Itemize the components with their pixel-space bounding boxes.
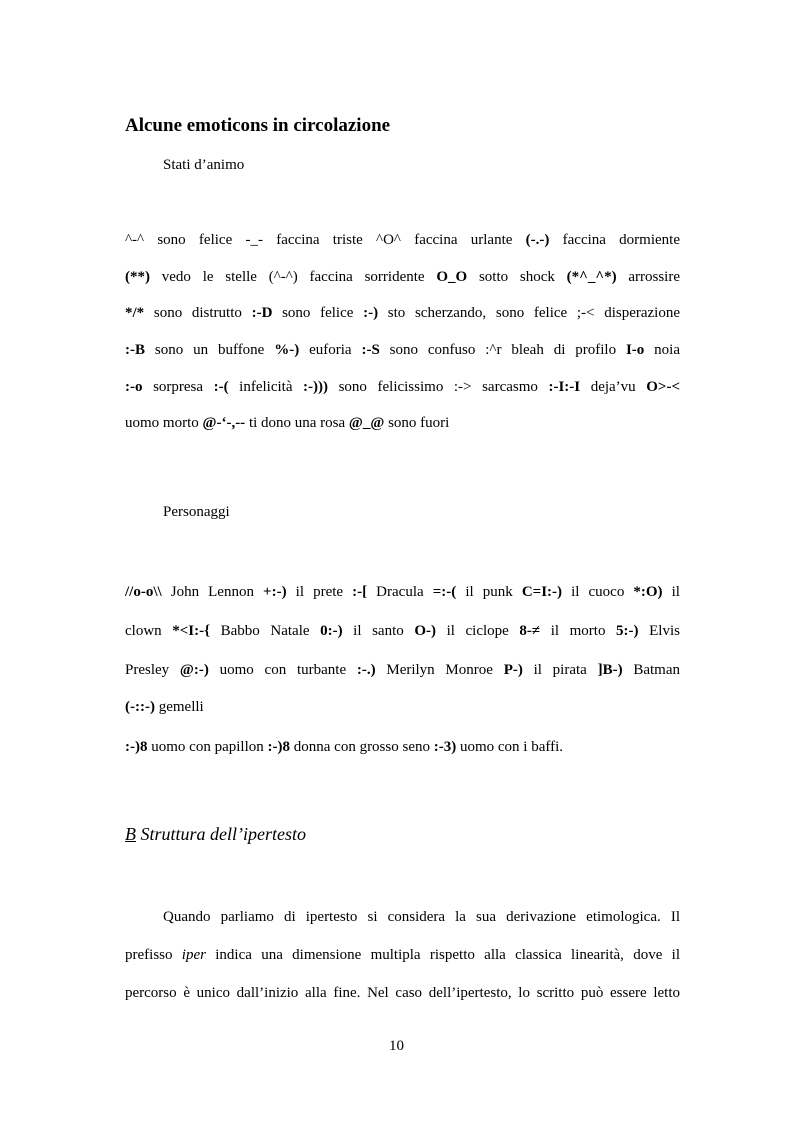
emoticon-line xyxy=(125,230,680,250)
page-number: 10 xyxy=(389,1038,404,1054)
character-line xyxy=(125,737,680,757)
emoticon-symbol: :-[ xyxy=(343,584,368,600)
emoticon-symbol: %-) xyxy=(264,342,300,358)
emoticon-meaning: Merilyn Monroe xyxy=(375,662,493,678)
emoticon-meaning: clown xyxy=(125,623,162,639)
emoticon-line xyxy=(125,303,680,323)
emoticon-symbol: P-) xyxy=(492,662,523,678)
body-line xyxy=(125,983,680,1003)
emoticon-meaning: faccina dormiente xyxy=(549,232,680,248)
subheading-personaggi: Personaggi xyxy=(163,504,230,520)
emoticon-meaning: euforia xyxy=(299,342,352,358)
character-line xyxy=(125,621,680,641)
emoticon-meaning: John Lennon xyxy=(161,584,254,600)
emoticon-meaning: il ciclope xyxy=(436,623,509,639)
emoticon-symbol: :-( xyxy=(203,379,229,395)
emoticon-symbol: :-B xyxy=(125,342,145,358)
emoticon-symbol: @-‘-,-- xyxy=(198,415,246,431)
emoticon-symbol: :-)8 xyxy=(263,739,290,755)
emoticon-meaning: Babbo Natale xyxy=(210,623,310,639)
emoticon-meaning: gemelli xyxy=(154,699,204,715)
italic-term: iper xyxy=(181,947,206,963)
emoticon-meaning: Elvis xyxy=(638,623,680,639)
emoticon-meaning: sono fuori xyxy=(384,415,450,431)
emoticon-meaning: il morto xyxy=(540,623,606,639)
emoticon-meaning: sarcasmo xyxy=(471,379,538,395)
emoticon-line xyxy=(125,267,680,287)
emoticon-meaning: :^r xyxy=(475,342,502,358)
emoticon-meaning: sono felice xyxy=(144,232,233,248)
emoticon-meaning: ^O^ xyxy=(362,232,415,248)
emoticon-symbol: :-I:-I xyxy=(537,379,581,395)
body-text: indica una dimensione multipla rispetto alla classica linearità, dove il xyxy=(205,947,681,963)
emoticon-meaning: sto scherzando, sono felice xyxy=(378,305,568,321)
emoticon-symbol: 5:-) xyxy=(605,623,639,639)
emoticon-line xyxy=(125,340,680,360)
emoticon-meaning: uomo con i baffi. xyxy=(456,739,564,755)
emoticon-symbol: (-::-) xyxy=(125,699,155,715)
emoticon-symbol: */* xyxy=(125,305,145,321)
emoticon-meaning: -_- xyxy=(232,232,277,248)
emoticon-meaning: noia xyxy=(644,342,680,358)
emoticon-meaning: il santo xyxy=(342,623,404,639)
emoticon-symbol: (**) xyxy=(125,269,150,285)
emoticon-symbol: :-3) xyxy=(429,739,457,755)
emoticon-meaning: il prete xyxy=(286,584,344,600)
emoticon-symbol: (*^_^*) xyxy=(554,269,617,285)
character-line xyxy=(125,697,680,717)
emoticon-line xyxy=(125,413,680,433)
body-text: Quando parliamo di ipertesto si considera la sua derivazione etimologica. Il xyxy=(163,909,680,925)
emoticon-meaning: Dracula xyxy=(367,584,424,600)
emoticon-symbol: O-) xyxy=(403,623,437,639)
emoticon-meaning: donna con grosso seno xyxy=(290,739,430,755)
emoticon-symbol: :-D xyxy=(241,305,273,321)
emoticon-meaning: uomo morto xyxy=(125,415,199,431)
emoticon-symbol: *:O) xyxy=(624,584,663,600)
character-line xyxy=(125,582,680,602)
emoticon-meaning: deja’vu xyxy=(580,379,636,395)
emoticon-symbol: O_O xyxy=(424,269,468,285)
emoticon-symbol: :-))) xyxy=(292,379,329,395)
emoticon-symbol: +:-) xyxy=(253,584,287,600)
section-title-struttura xyxy=(125,824,306,845)
body-line xyxy=(163,907,680,927)
emoticon-meaning: il xyxy=(662,584,680,600)
emoticon-meaning: :-> xyxy=(443,379,472,395)
emoticon-symbol: :-.) xyxy=(346,662,376,678)
emoticon-symbol: //o-o\\ xyxy=(125,584,162,600)
emoticon-meaning: faccina sorridente xyxy=(309,269,425,285)
emoticon-symbol: @_@ xyxy=(345,415,385,431)
emoticon-meaning: Presley xyxy=(125,662,170,678)
body-line xyxy=(125,945,680,965)
emoticon-line xyxy=(125,377,680,397)
emoticon-symbol: 0:-) xyxy=(309,623,343,639)
emoticon-symbol: O>-< xyxy=(635,379,680,395)
emoticon-meaning: infelicità xyxy=(228,379,293,395)
emoticon-meaning: sono felice xyxy=(272,305,354,321)
emoticon-meaning: Batman xyxy=(622,662,680,678)
emoticon-meaning: vedo le stelle xyxy=(150,269,257,285)
emoticon-meaning: arrossire xyxy=(616,269,680,285)
emoticon-symbol: :-o xyxy=(125,379,143,395)
emoticon-symbol: =:-( xyxy=(423,584,457,600)
emoticon-meaning: sono un buffone xyxy=(145,342,265,358)
emoticon-symbol: @:-) xyxy=(169,662,209,678)
emoticon-meaning: sono confuso xyxy=(379,342,476,358)
emoticon-symbol: :-S xyxy=(351,342,380,358)
emoticon-meaning: (^-^) xyxy=(256,269,310,285)
emoticon-meaning: il cuoco xyxy=(562,584,625,600)
emoticon-meaning: uomo con papillon xyxy=(147,739,264,755)
emoticon-symbol: :-) xyxy=(353,305,379,321)
emoticon-symbol: *<I:-{ xyxy=(161,623,211,639)
body-text: prefisso xyxy=(125,947,182,963)
section-letter: B xyxy=(125,824,136,844)
emoticon-meaning: ti dono una rosa xyxy=(245,415,346,431)
emoticon-symbol: 8-≠ xyxy=(508,623,541,639)
emoticon-meaning: faccina triste xyxy=(276,232,363,248)
section-title-text: Struttura dell’ipertesto xyxy=(136,824,306,844)
emoticon-symbol: ]B-) xyxy=(586,662,623,678)
emoticon-symbol: I-o xyxy=(616,342,645,358)
emoticon-symbol: :-)8 xyxy=(125,739,148,755)
emoticon-meaning: bleah di profilo xyxy=(501,342,617,358)
emoticon-meaning: sono felicissimo xyxy=(328,379,444,395)
emoticon-meaning: disperazione xyxy=(594,305,680,321)
emoticon-symbol: C=I:-) xyxy=(512,584,563,600)
page-heading: Alcune emoticons in circolazione xyxy=(125,115,391,136)
subheading-stati-d-animo: Stati d’animo xyxy=(163,157,245,173)
emoticon-meaning: sorpresa xyxy=(142,379,204,395)
emoticon-meaning: sono distrutto xyxy=(144,305,242,321)
emoticon-meaning: ;-< xyxy=(567,305,595,321)
emoticon-meaning: sotto shock xyxy=(467,269,555,285)
emoticon-meaning: faccina urlante xyxy=(414,232,513,248)
emoticon-meaning: il pirata xyxy=(522,662,587,678)
emoticon-meaning: ^-^ xyxy=(125,232,145,248)
emoticon-meaning: il punk xyxy=(456,584,513,600)
emoticon-meaning: uomo con turbante xyxy=(208,662,347,678)
emoticon-symbol: (-.-) xyxy=(512,232,550,248)
character-line xyxy=(125,660,680,680)
body-text: percorso è unico dall’inizio alla fine. Nel caso dell’ipertesto, lo scritto può essere letto xyxy=(125,985,680,1001)
